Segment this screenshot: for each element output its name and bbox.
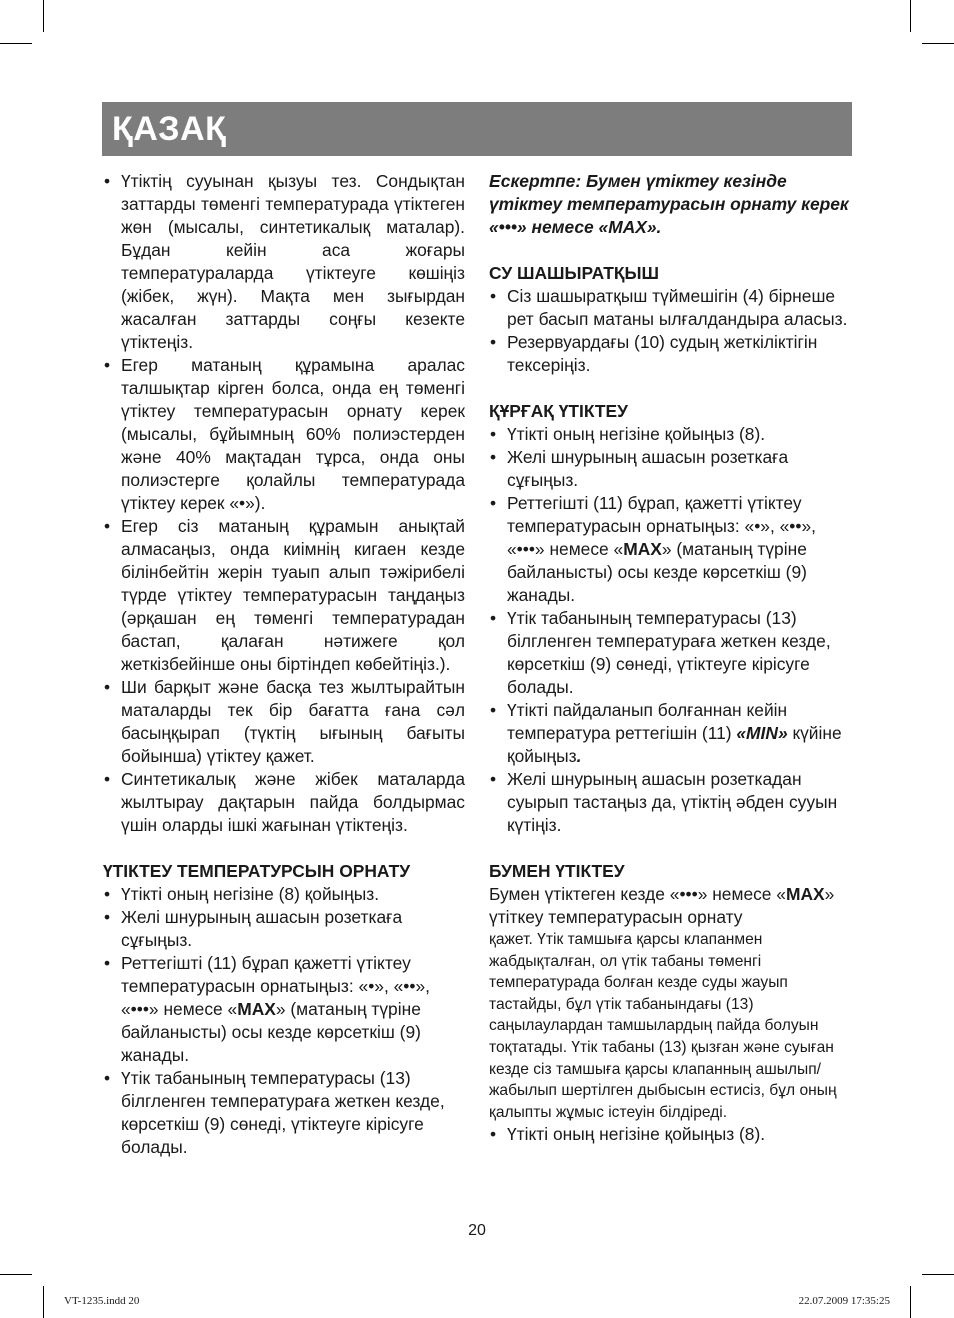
bullet: • xyxy=(490,493,497,513)
max-label: MAX xyxy=(237,999,276,1019)
list-item-text: Реттегішті (11) бұрап қажетті үтіктеу температурасын орнатыңыз: «•», «••», «•••» немесе « xyxy=(121,953,430,1019)
list-item-text: Үтікті оның негізіне (8) қойыңыз. xyxy=(121,884,380,904)
bullet: • xyxy=(490,1124,497,1145)
list-item-text: Үтік табанының температурасы (13) білгленген температураға жеткен кезде, көрсеткіш (9) сөнеді, үтіктеуге кірісуге болады. xyxy=(121,1068,445,1157)
bullet: • xyxy=(490,700,497,720)
list-item-text: Желі шнурының ашасын розеткаға сұғыңыз. xyxy=(507,447,789,490)
list-item xyxy=(103,170,465,354)
list-item-text: Резервуардағы (10) судың жеткіліктігін тексеріңіз. xyxy=(507,332,818,375)
crop-mark xyxy=(43,1286,44,1318)
steam-ironing-heading: БУМЕН ҮТІКТЕУ xyxy=(489,861,625,881)
section-title: ҚАЗАҚ xyxy=(112,110,227,148)
crop-mark xyxy=(910,0,911,32)
steam-note: Ескертпе: Бумен үтіктеу кезінде үтіктеу температурасын орнату керек «•••» немесе «MAX». xyxy=(489,171,849,237)
bullet: • xyxy=(104,1068,111,1088)
list-item-text: Үтіктің сууынан қызуы тез. Сондықтан заттарды төменгі температурада үтіктеген жөн (мысалы, синтетикалық маталар). Бұдан кейін аса жоғары температураларда үтіктеуге көшіңіз (жібек, жүн). Мақта мен зығырдан жасалған заттарды соңғы кезекте үтіктеңіз. xyxy=(121,171,465,352)
bullet: • xyxy=(490,332,497,352)
list-item-text: Егер матаның құрамына аралас талшықтар кірген болса, онда ең төменгі үтіктеу температурасын орнату керек (мысалы, бұйымның 60% полиэстерден және 40% мақтадан тұрса, онда оны полиэстерге қолайлы температурада үтіктеу керек «•»). xyxy=(121,355,465,513)
steam-description: қажет. Үтік тамшыға қарсы клапанмен жабдықталған, ол үтік табаны төменгі температурада болған кезде суды жауып тастайды, бұл үтік табанындағы (13) саңылаулардан тамшылардың пайда болуын тоқтатады. Үтік табаны (13) қызған және суыған кезде сіз тамшыға қарсы клапанның ашылып/жабылып шертілген дыбысын естисіз, бұл оның қалыпты жұмыс істеуін білдіреді. xyxy=(489,931,837,1121)
temperature-setting-list xyxy=(103,883,465,1159)
list-item xyxy=(489,492,853,607)
max-label: MAX xyxy=(785,884,825,904)
bullet: • xyxy=(490,608,497,628)
temperature-setting-heading: ҮТІКТЕУ ТЕМПЕРАТУРСЫН ОРНАТУ xyxy=(103,861,411,881)
list-item xyxy=(103,354,465,515)
section-header-bar xyxy=(102,102,852,156)
dry-ironing-heading: ҚҰРҒАҚ ҮТІКТЕУ xyxy=(489,401,628,421)
bullet: • xyxy=(104,953,111,973)
list-item xyxy=(103,1067,465,1159)
list-item xyxy=(489,607,853,699)
dry-ironing-list xyxy=(489,423,853,837)
list-item-text: Ши барқыт және басқа тез жылтырайтын маталарды тек бір бағатта ғана сәл басыңқырап (түктің ығының бағыты бойынша) үтіктеу қажет. xyxy=(121,677,465,766)
crop-mark xyxy=(922,43,954,44)
list-item xyxy=(489,768,853,837)
bullet: • xyxy=(490,286,497,306)
list-item xyxy=(489,699,853,768)
list-item-text: Сіз шашыратқыш түймешігін (4) бірнеше рет басып матаны ылғалдандыра аласыз. xyxy=(507,286,848,329)
list-item xyxy=(103,515,465,676)
list-item-text: Синтетикалық және жібек маталарда жылтырау дақтарын пайда болдырмас үшін оларды ішкі жағынан үтіктеңіз. xyxy=(121,769,465,835)
bullet: • xyxy=(104,355,111,375)
page-number: 20 xyxy=(468,1222,486,1239)
list-item-text: » (матаның түріне байланысты) осы кезде көрсеткіш (9) жанады. xyxy=(507,539,807,605)
list-item-text: Үтік табанының температурасы (13) білгленген температураға жеткен кезде, көрсеткіш (9) сөнеді, үтіктеуге кірісуге болады. xyxy=(507,608,831,697)
bullet: • xyxy=(104,907,111,927)
list-item xyxy=(489,423,853,446)
left-column xyxy=(103,170,465,1159)
spray-list xyxy=(489,285,853,377)
crop-mark xyxy=(43,0,44,32)
footer-timestamp: 22.07.2009 17:35:25 xyxy=(798,1295,890,1307)
list-item-text: Желі шнурының ашасын розеткадан суырып тастаңыз да, үтіктің әбден сууын күтіңіз. xyxy=(507,769,838,835)
list-item-text: Үтікті оның негізіне қойыңыз (8). xyxy=(507,1124,766,1145)
min-label: «MIN» xyxy=(736,723,788,743)
list-item xyxy=(103,906,465,952)
max-label: MAX xyxy=(623,539,662,559)
list-item-text: Егер сіз матаның құрамын анықтай алмасаңыз, онда киімнің кигаен кезде білінбейтін жерін туаып алып тәжірибелі түрде үтіктеу температурасын таңдаңыз (әрқашан ең төменгі температурадан бастап, қалаған нәтижеге қол жеткізбейінше оны біртіндеп көбейтіңіз.). xyxy=(121,516,465,674)
spray-heading: СУ ШАШЫРАТҚЫШ xyxy=(489,263,660,283)
period: . xyxy=(576,746,582,766)
crop-mark xyxy=(922,1274,954,1275)
ironing-tips-list xyxy=(103,170,465,837)
list-item xyxy=(103,768,465,837)
bullet: • xyxy=(490,769,497,789)
bullet: • xyxy=(104,677,111,697)
steam-paragraph xyxy=(489,883,853,929)
list-item-text: » (матаның түріне байланысты) осы кезде көрсеткіш (9) жанады. xyxy=(121,999,421,1065)
crop-mark xyxy=(910,1286,911,1318)
right-column xyxy=(489,170,853,1146)
list-item xyxy=(103,676,465,768)
list-item-text: Үтікті оның негізіне қойыңыз (8). xyxy=(507,424,766,444)
list-item-text: Желі шнурының ашасын розеткаға сұғыңыз. xyxy=(121,907,403,950)
crop-mark xyxy=(0,1274,32,1275)
steam-list xyxy=(489,1123,853,1146)
list-item xyxy=(489,331,853,377)
steam-text: Бумен үтіктеген кезде «•••» немесе « xyxy=(489,884,786,904)
list-item xyxy=(489,285,853,331)
list-item xyxy=(103,883,465,906)
bullet: • xyxy=(490,424,497,444)
footer-file-info: VT-1235.indd 20 xyxy=(64,1295,140,1307)
list-item xyxy=(489,446,853,492)
list-item xyxy=(489,1123,853,1146)
list-item-text: Реттегішті (11) бұрап, қажетті үтіктеу температурасын орнатыңыз: «•», «••», «•••» немесе « xyxy=(507,493,816,559)
bullet: • xyxy=(104,769,111,789)
list-item-text: Үтікті пайдаланып болғаннан кейін температура реттегішін (11) xyxy=(507,700,788,743)
crop-mark xyxy=(0,43,32,44)
list-item-text: күйіне қойыңыз xyxy=(507,723,842,766)
steam-text: » үтіткеу температурасын орнату xyxy=(489,884,835,927)
bullet: • xyxy=(104,884,111,904)
bullet: • xyxy=(490,447,497,467)
bullet: • xyxy=(104,171,111,191)
list-item xyxy=(103,952,465,1067)
bullet: • xyxy=(104,516,111,536)
